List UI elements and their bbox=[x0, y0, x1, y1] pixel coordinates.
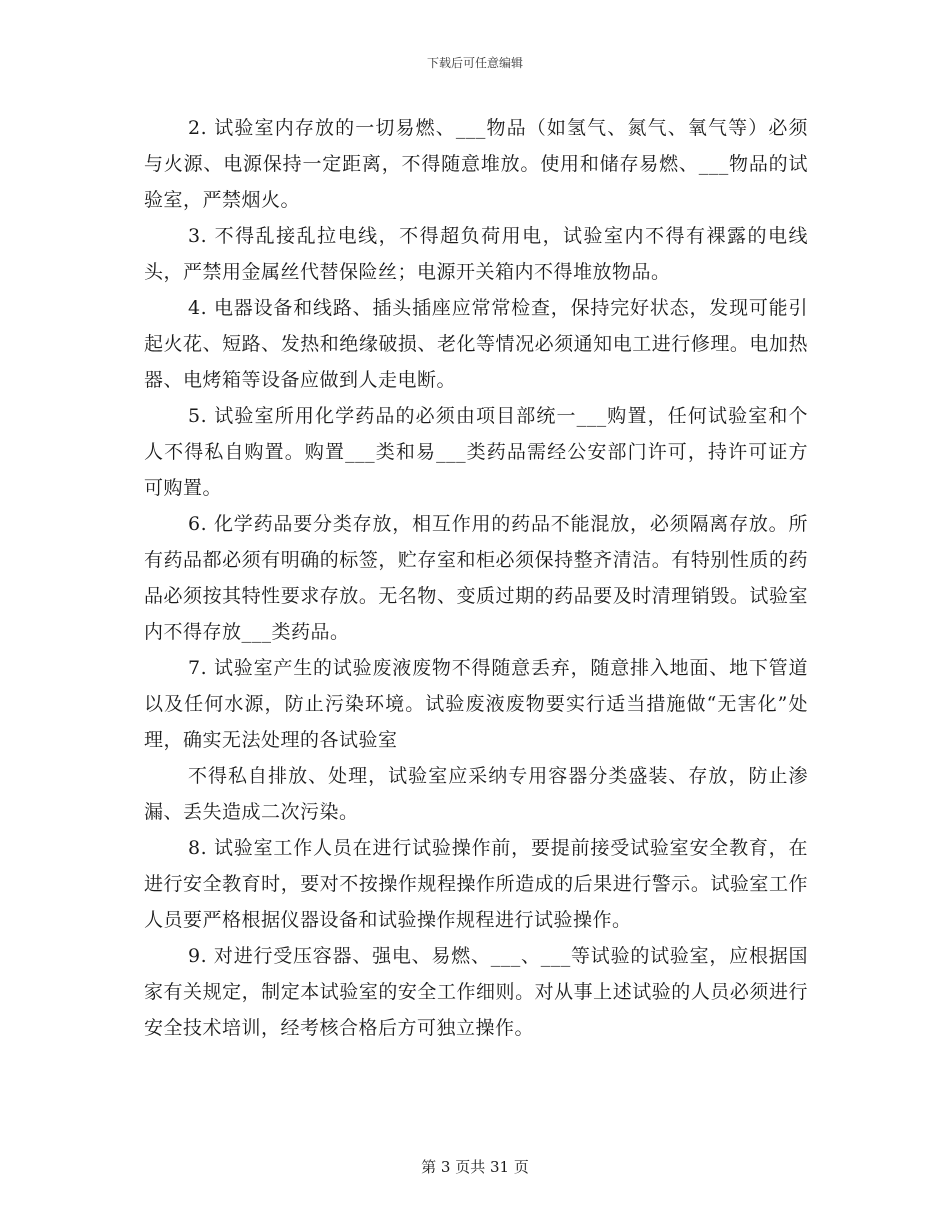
page-header bbox=[0, 54, 950, 71]
paragraph-item-4: 4. 电器设备和线路、插头插座应常常检查，保持完好状态，发现可能引起火花、短路、发热和绝缘破损、老化等情况必须通知电工进行修理。电加热器、电烤箱等设备应做到人走电断。 bbox=[144, 297, 808, 391]
paragraph-item-8: 8. 试验室工作人员在进行试验操作前，要提前接受试验室安全教育，在进行安全教育时，要对不按操作规程操作所造成的后果进行警示。试验室工作人员要严格根据仪器设备和试验操作规程进行试验操作。 bbox=[144, 837, 808, 931]
header-note: 下载后可任意编辑 bbox=[426, 56, 523, 70]
paragraph-item-3: 3. 不得乱接乱拉电线，不得超负荷用电，试验室内不得有裸露的电线头，严禁用金属丝代替保险丝；电源开关箱内不得堆放物品。 bbox=[144, 225, 808, 283]
paragraph-item-9: 9. 对进行受压容器、强电、易燃、___、___等试验的试验室，应根据国家有关规定，制定本试验室的安全工作细则。对从事上述试验的人员必须进行安全技术培训，经考核合格后方可独立操作。 bbox=[144, 945, 808, 1039]
paragraph-item-2: 2. 试验室内存放的一切易燃、___物品（如氢气、氮气、氧气等）必须与火源、电源保持一定距离，不得随意堆放。使用和储存易燃、___物品的试验室，严禁烟火。 bbox=[144, 117, 808, 211]
document-body bbox=[144, 110, 808, 1046]
paragraph-item-7: 7. 试验室产生的试验废液废物不得随意丢弃，随意排入地面、地下管道以及任何水源，防止污染环境。试验废液废物要实行适当措施做“无害化”处理，确实无法处理的各试验室 bbox=[144, 657, 808, 751]
paragraph-item-5: 5. 试验室所用化学药品的必须由项目部统一___购置，任何试验室和个人不得私自购置。购置___类和易___类药品需经公安部门许可，持许可证方可购置。 bbox=[144, 405, 808, 499]
paragraph-item-6: 6. 化学药品要分类存放，相互作用的药品不能混放，必须隔离存放。所有药品都必须有明确的标签，贮存室和柜必须保持整齐清洁。有特别性质的药品必须按其特性要求存放。无名物、变质过期的药品要及时清理销毁。试验室内不得存放___类药品。 bbox=[144, 513, 808, 643]
page-footer bbox=[0, 1156, 950, 1177]
page-number: 第 3 页共 31 页 bbox=[421, 1158, 529, 1176]
paragraph-item-7-continued: 不得私自排放、处理，试验室应采纳专用容器分类盛装、存放，防止渗漏、丢失造成二次污染。 bbox=[144, 765, 808, 823]
